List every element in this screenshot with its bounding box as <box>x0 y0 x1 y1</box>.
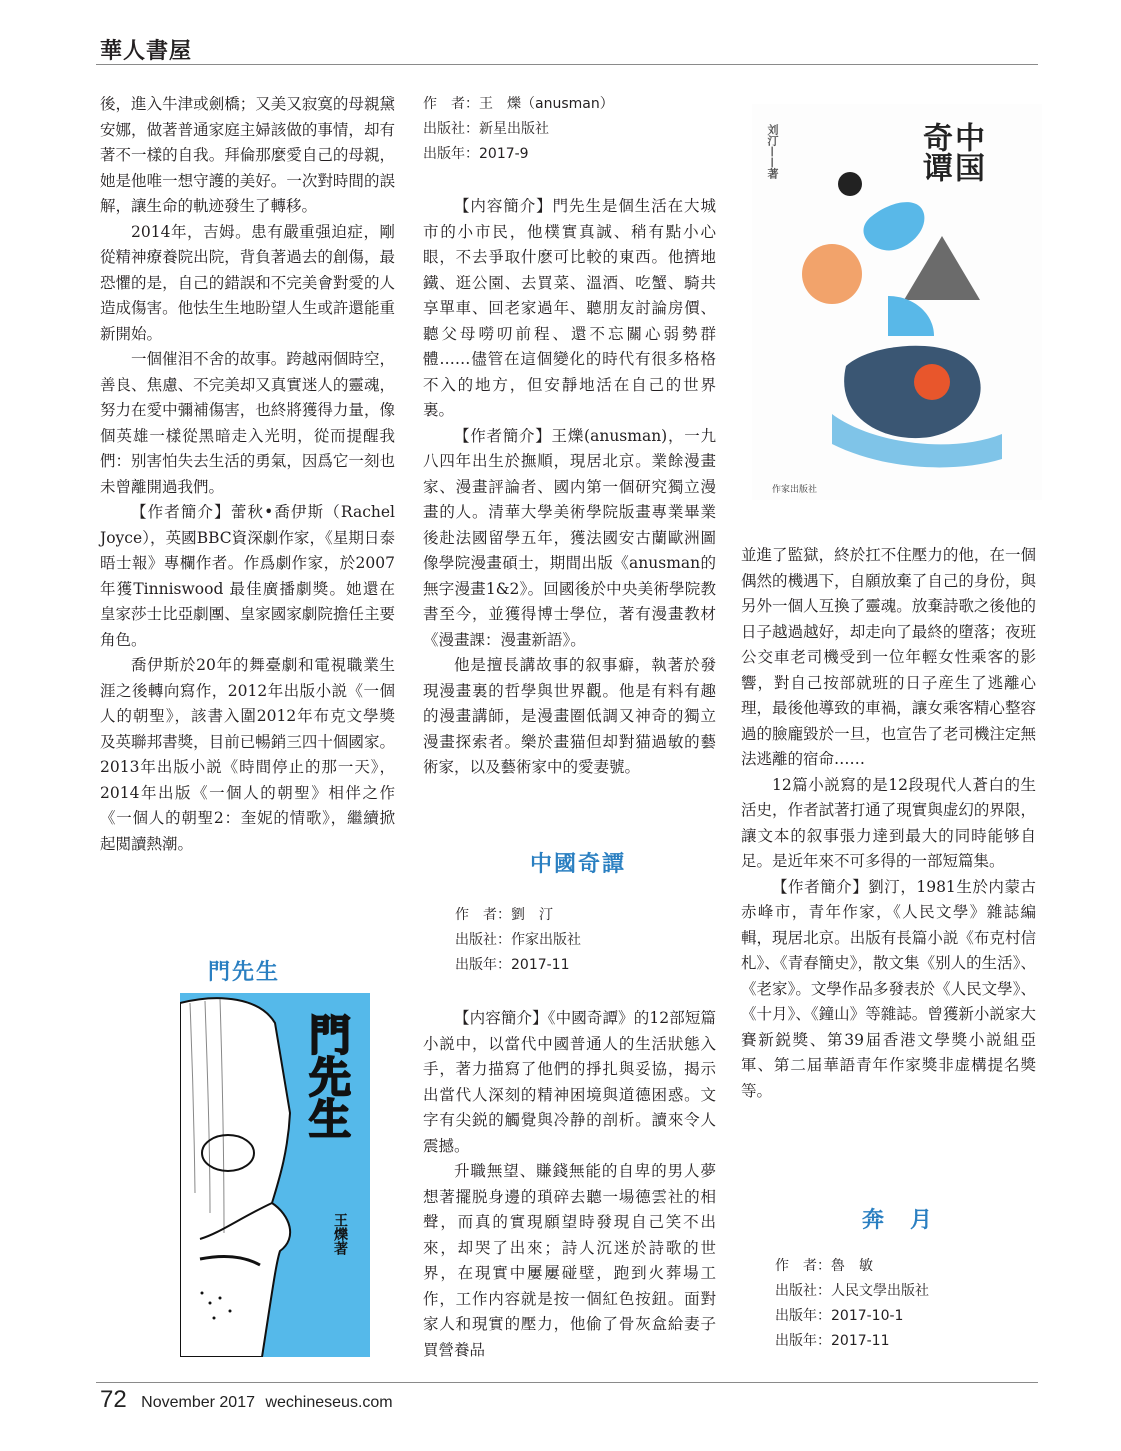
paragraph: 【作者簡介】蕾秋•喬伊斯（Rachel Joyce），英國BBC資深劇作家，《星期日泰晤士報》專欄作者。作爲劇作家，於2007年獲Tinniswood 最佳廣播劇獎。她還在皇家莎士比亞劇團、皇家國家劇院擔任主要角色。 <box>100 503 395 649</box>
paragraph: 喬伊斯於20年的舞臺劇和電視職業生涯之後轉向寫作，2012年出版小説《一個人的朝聖》，該書入圍2012年布克文學獎及英聯邦書獎，目前已暢銷三四十個國家。2013年出版小説《時間停止的那一天》，2014年出版《一個人的朝聖》相伴之作《一個人的朝聖2：奎妮的情歌》，繼續掀起閲讀熱潮。 <box>100 656 395 853</box>
website: wechineseus.com <box>265 1394 393 1411</box>
paragraph: 【作者簡介】王爍(anusman)，一九八四年出生於撫順，現居北京。業餘漫畫家、漫畫評論者、國内第一個研究獨立漫畫的人。清華大學美術學院版畫專業畢業後赴法國留學五年，獲法國安古蘭歐洲圖像學院漫畫碩士，期間出版《anusman的無字漫畫1&2》。回國後於中央美術學院教書至今，並獲得博士學位，著有漫畫教材《漫畫課：漫畫新語》。 <box>423 426 716 649</box>
meta-year: 出版年：2017-11 <box>455 957 570 973</box>
column-1 <box>100 92 395 857</box>
page-footer <box>100 1386 393 1414</box>
column-3 <box>741 543 1036 1104</box>
issue-date: November 2017 <box>141 1394 255 1411</box>
column-2-top <box>423 194 716 781</box>
meta-publisher: 出版社：作家出版社 <box>455 932 581 948</box>
paragraph: 【内容簡介】門先生是個生活在大城市的小市民，他樸實真誠、稍有點小心眼，不去爭取什麽可比較的東西。他擠地鐵、逛公園、去買菜、溫酒、吃蟹、騎共享單車、回老家過年、聽朋友討論房價、聽父母嘮叨前程、還不忘關心弱勢群體……儘管在這個變化的時代有很多格格不入的地方，但安靜地活在自己的世界裏。 <box>423 197 716 419</box>
meta-author: 作 者：王 爍（anusman） <box>423 96 614 112</box>
cover-author: 刘汀——著 <box>766 124 779 179</box>
meta-year: 出版年：2017-10-1 <box>775 1308 904 1324</box>
meta-author: 作 者：劉 汀 <box>455 907 553 923</box>
column-2-bottom <box>423 1006 716 1363</box>
section-title-zhongguo-qitan: 中國奇譚 <box>530 851 627 877</box>
book-meta-ben-yue <box>775 1254 1035 1354</box>
cover-title-line1: 中国 <box>949 122 984 182</box>
paragraph: 【内容簡介】《中國奇譚》的12部短篇小説中，以當代中國普通人的生活狀態入手，著力描寫了他們的掙扎與妥協，揭示出當代人深刻的精神困境與道德困惑。文字有尖鋭的觸覺與冷静的剖析。讀來令人震撼。 <box>423 1009 716 1155</box>
cover-title: 門先生 <box>303 1013 352 1139</box>
paragraph: 並進了監獄，終於扛不住壓力的他，在一個偶然的機遇下，自願放棄了自己的身份，與另外一個人互換了靈魂。放棄詩歌之後他的日子越過越好，却走向了最終的墮落；夜班公交車老司機受到一位年輕女性乘客的影響，對自己按部就班的日子産生了逃離心理，最後他導致的車禍，讓女乘客精心整容過的臉龐毀於一旦，也宣告了老司機注定無法逃離的宿命…… <box>741 546 1036 768</box>
cover-author-mark: 王爍著 <box>332 1213 348 1255</box>
header-rule <box>96 64 1038 65</box>
book-meta-zhongguo-qitan <box>455 903 715 978</box>
paragraph: 一個催泪不舍的故事。跨越兩個時空，善良、焦慮、不完美却又真實迷人的靈魂，努力在愛中彌補傷害，也終將獲得力量，像個英雄一樣從黑暗走入光明，從而提醒我們：别害怕失去生活的勇氣，因爲它一刻也未曾離開過我們。 <box>100 350 395 496</box>
paragraph: 他是擅長講故事的叙事癖，執著於發現漫畫裏的哲學與世界觀。他是有料有趣的漫畫講師，是漫畫圈低調又神奇的獨立漫畫探索者。樂於畫猫但却對猫過敏的藝術家，以及藝術家中的愛妻號。 <box>423 656 716 776</box>
book-meta-men-xiansheng <box>423 92 723 167</box>
meta-year: 出版年：2017-9 <box>423 146 529 162</box>
meta-year-2: 出版年：2017-11 <box>775 1333 890 1349</box>
paragraph: 2014年，吉姆。患有嚴重强迫症，剛從精神療養院出院，背負著過去的創傷，最恐懼的是，自己的錯誤和不完美會對愛的人造成傷害。他怯生生地盼望人生或許還能重新開始。 <box>100 222 395 343</box>
paragraph: 【作者簡介】劉汀，1981生於内蒙古赤峰市，青年作家，《人民文學》雜誌編輯，現居北京。出版有長篇小説《布克村信札》、《青春簡史》，散文集《别人的生活》、《老家》。文學作品多發表於《人民文學》、《十月》、《鐘山》等雜誌。曾獲新小説家大賽新鋭獎、第39届香港文學獎小説組亞軍、第二届華語青年作家獎非虚構提名獎等。 <box>741 877 1036 1100</box>
paragraph: 後，進入牛津或劍橋；又美又寂寞的母親黛安娜，做著普通家庭主婦該做的事情，却有著不一樣的自我。拜倫那麼愛自己的母親，她是他唯一想守護的美好。一次對時間的誤解，讓生命的軌迹發生了轉移。 <box>100 95 395 215</box>
meta-publisher: 出版社：人民文學出版社 <box>775 1283 929 1299</box>
book-cover-men-xiansheng <box>180 993 370 1357</box>
cover-publisher: 作家出版社 <box>772 485 818 495</box>
page-header-title: 華人書屋 <box>100 38 193 64</box>
section-title-men-xiansheng: 門先生 <box>208 959 281 985</box>
section-title-ben-yue: 奔 月 <box>862 1207 935 1233</box>
page-number: 72 <box>100 1386 127 1413</box>
paragraph: 12篇小説寫的是12段現代人蒼白的生活史，作者試著打通了現實與虚幻的界限，讓文本的叙事張力達到最大的同時能够自足。是近年來不可多得的一部短篇集。 <box>741 775 1036 870</box>
cover-illustration <box>752 104 1042 500</box>
footer-rule <box>96 1382 1038 1383</box>
cover-title-line2: 奇谭 <box>917 122 952 182</box>
paragraph: 升職無望、賺錢無能的自卑的男人夢想著擺脱身邊的瑣碎去聽一場德雲社的相聲，而真的實現願望時發現自己笑不出來，却哭了出來；詩人沉迷於詩歌的世界，在現實中屢屢碰壁，跑到火葬場工作，工作内容就是按一個紅色按鈕。面對家人和現實的壓力，他偷了骨灰盒給妻子買營養品 <box>423 1162 716 1359</box>
meta-author: 作 者：魯 敏 <box>775 1258 873 1274</box>
meta-publisher: 出版社：新星出版社 <box>423 121 549 137</box>
book-cover-zhongguo-qitan <box>752 104 1042 500</box>
